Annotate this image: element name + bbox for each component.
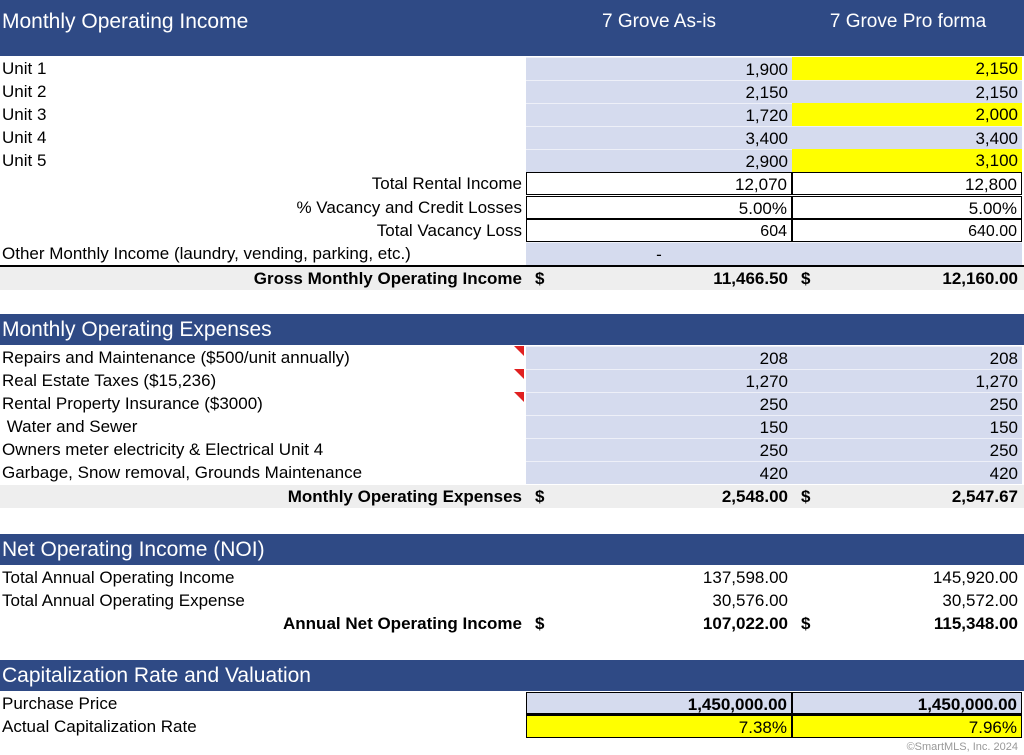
annual-expense-label: Total Annual Operating Expense	[2, 591, 245, 610]
expenses-currency-proforma: $	[801, 487, 811, 506]
comment-marker-icon	[514, 369, 524, 379]
vacancy-loss-asis: 604	[526, 219, 792, 242]
vacancy-loss-row	[0, 219, 1024, 242]
expense-asis-value: 150	[526, 415, 792, 438]
expense-label: Repairs and Maintenance ($500/unit annually)	[2, 348, 350, 367]
noi-title: Net Operating Income (NOI)	[2, 538, 265, 561]
annual-noi-label: Annual Net Operating Income	[283, 614, 522, 633]
purchase-price-label: Purchase Price	[2, 694, 118, 713]
annual-noi-row	[0, 612, 1024, 635]
gross-income-asis: 11,466.50	[713, 269, 788, 288]
unit-row	[0, 126, 1024, 149]
cap-title: Capitalization Rate and Valuation	[2, 664, 311, 687]
expenses-total-label: Monthly Operating Expenses	[287, 487, 522, 506]
unit-proforma-value: 2,150	[792, 57, 1022, 80]
cap-rate-asis: 7.38%	[526, 715, 792, 738]
col1-header: 7 Grove As-is	[601, 11, 717, 32]
unit-label: Unit 4	[2, 128, 47, 147]
gross-currency-asis: $	[535, 269, 545, 288]
noi-currency-proforma: $	[801, 614, 811, 633]
cap-rate-proforma: 7.96%	[792, 715, 1022, 738]
purchase-price-asis: 1,450,000.00	[526, 692, 792, 715]
total-rental-label: Total Rental Income	[371, 174, 522, 193]
unit-asis-value: 1,720	[526, 103, 792, 126]
purchase-price-row	[0, 692, 1024, 715]
unit-proforma-value: 3,100	[792, 149, 1022, 172]
annual-noi-asis: 107,022.00	[702, 614, 788, 633]
expense-row	[0, 461, 1024, 484]
annual-income-proforma: 145,920.00	[932, 568, 1018, 587]
unit-proforma-value: 3,400	[792, 126, 1022, 149]
vacancy-loss-proforma: 640.00	[792, 219, 1022, 242]
expense-row	[0, 369, 1024, 392]
expenses-total-row	[0, 485, 1024, 508]
other-income-proforma	[792, 242, 1022, 265]
unit-row	[0, 149, 1024, 172]
unit-row	[0, 103, 1024, 126]
annual-income-label: Total Annual Operating Income	[2, 568, 235, 587]
total-rental-asis: 12,070	[526, 172, 792, 195]
comment-marker-icon	[514, 392, 524, 402]
total-rental-proforma: 12,800	[792, 172, 1022, 195]
unit-row	[0, 80, 1024, 103]
unit-asis-value: 1,900	[526, 57, 792, 80]
expense-asis-value: 1,270	[526, 369, 792, 392]
total-rental-row	[0, 172, 1024, 195]
col2-header: 7 Grove Pro forma	[829, 11, 987, 32]
expense-label: Real Estate Taxes ($15,236)	[2, 371, 217, 390]
unit-row	[0, 57, 1024, 80]
vacancy-pct-proforma: 5.00%	[792, 196, 1022, 219]
expense-label: Owners meter electricity & Electrical Unit 4	[2, 440, 324, 459]
expense-proforma-value: 208	[792, 346, 1022, 369]
annual-noi-proforma: 115,348.00	[933, 614, 1018, 633]
unit-label: Unit 5	[2, 151, 47, 170]
expenses-title: Monthly Operating Expenses	[2, 318, 272, 341]
annual-income-asis: 137,598.00	[702, 568, 788, 587]
expense-row	[0, 438, 1024, 461]
expense-proforma-value: 150	[792, 415, 1022, 438]
noi-currency-asis: $	[535, 614, 545, 633]
watermark: ©SmartMLS, Inc. 2024	[906, 741, 1018, 753]
income-title: Monthly Operating Income	[2, 10, 249, 33]
unit-proforma-value: 2,150	[792, 80, 1022, 103]
expenses-currency-asis: $	[535, 487, 545, 506]
unit-asis-value: 2,900	[526, 149, 792, 172]
expense-asis-value: 208	[526, 346, 792, 369]
gross-income-row	[0, 267, 1024, 290]
expenses-total-proforma: 2,547.67	[951, 487, 1018, 506]
unit-label: Unit 3	[2, 105, 47, 124]
annual-expense-asis: 30,576.00	[712, 591, 788, 610]
gross-income-label: Gross Monthly Operating Income	[253, 269, 522, 288]
purchase-price-proforma: 1,450,000.00	[792, 692, 1022, 715]
expense-proforma-value: 250	[792, 438, 1022, 461]
expense-label: Garbage, Snow removal, Grounds Maintenance	[2, 463, 363, 482]
cap-rate-label: Actual Capitalization Rate	[2, 717, 197, 736]
income-header	[0, 0, 1024, 56]
expense-row	[0, 346, 1024, 369]
annual-income-row	[0, 566, 1024, 589]
cap-header	[0, 660, 1024, 691]
expense-proforma-value: 1,270	[792, 369, 1022, 392]
unit-label: Unit 1	[2, 59, 47, 78]
unit-proforma-value: 2,000	[792, 103, 1022, 126]
expense-label: Water and Sewer	[2, 417, 138, 436]
unit-label: Unit 2	[2, 82, 47, 101]
cap-rate-row	[0, 715, 1024, 738]
expenses-total-asis: 2,548.00	[721, 487, 788, 506]
expense-asis-value: 250	[526, 438, 792, 461]
expense-asis-value: 250	[526, 392, 792, 415]
noi-header	[0, 534, 1024, 565]
vacancy-pct-row	[0, 196, 1024, 219]
other-income-row	[0, 242, 1024, 265]
expense-proforma-value: 250	[792, 392, 1022, 415]
expense-proforma-value: 420	[792, 461, 1022, 484]
gross-income-proforma: 12,160.00	[942, 269, 1018, 288]
expenses-header	[0, 314, 1024, 345]
vacancy-loss-label: Total Vacancy Loss	[376, 221, 522, 240]
unit-asis-value: 2,150	[526, 80, 792, 103]
vacancy-pct-label: % Vacancy and Credit Losses	[296, 198, 522, 217]
other-income-label: Other Monthly Income (laundry, vending, parking, etc.)	[2, 244, 411, 263]
unit-asis-value: 3,400	[526, 126, 792, 149]
expense-asis-value: 420	[526, 461, 792, 484]
comment-marker-icon	[514, 346, 524, 356]
expense-label: Rental Property Insurance ($3000)	[2, 394, 263, 413]
vacancy-pct-asis: 5.00%	[526, 196, 792, 219]
gross-currency-proforma: $	[801, 269, 811, 288]
expense-row	[0, 415, 1024, 438]
expense-row	[0, 392, 1024, 415]
other-income-asis: -	[526, 242, 792, 265]
annual-expense-row	[0, 589, 1024, 612]
annual-expense-proforma: 30,572.00	[942, 591, 1018, 610]
